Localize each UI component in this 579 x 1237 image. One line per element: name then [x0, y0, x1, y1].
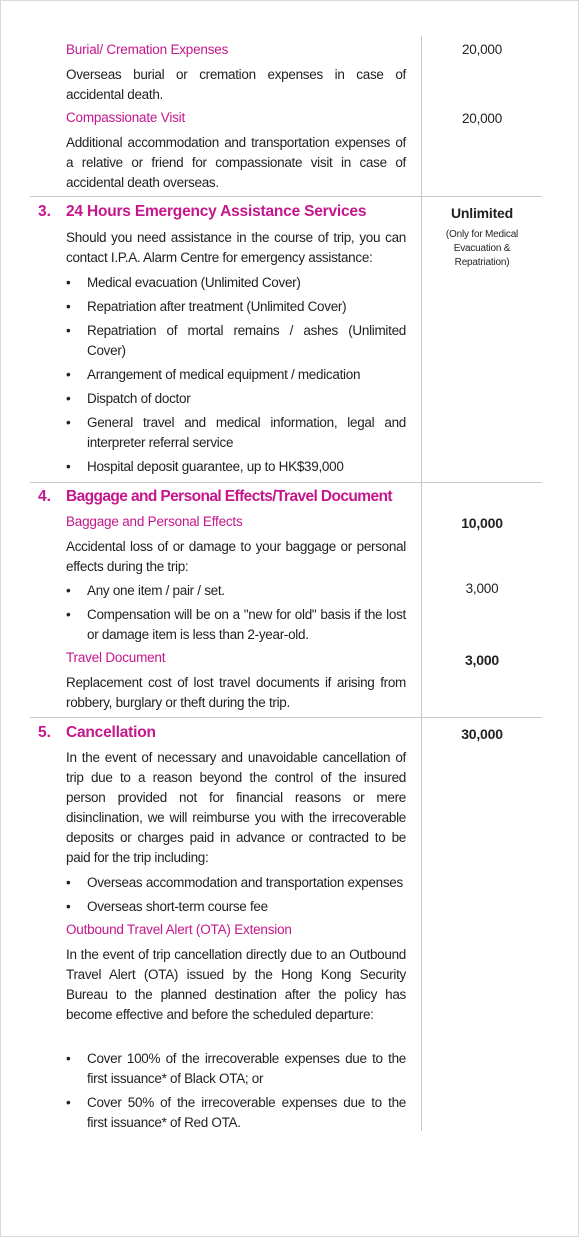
- travel-document-amount: 3,000: [464, 652, 500, 668]
- burial-title: Burial/ Cremation Expenses: [66, 42, 229, 57]
- list-item: • Any one item / pair / set.: [66, 583, 225, 598]
- list-item: • Hospital deposit guarantee, up to HK$39,000: [66, 459, 344, 474]
- ota-title: Outbound Travel Alert (OTA) Extension: [66, 922, 292, 937]
- row-divider: [30, 196, 542, 197]
- baggage-description: Accidental loss of or damage to your baggage or personal effects during the trip:: [66, 539, 406, 574]
- list-item: • General travel and medical information, legal and interpreter referral service: [66, 415, 406, 450]
- list-item: • Medical evacuation (Unlimited Cover): [66, 275, 301, 290]
- list-item: • Arrangement of medical equipment / medication: [66, 367, 361, 382]
- compassionate-amount: 20,000: [461, 111, 503, 126]
- section-3-title: 24 Hours Emergency Assistance Services: [66, 203, 367, 220]
- list-item: • Repatriation of mortal remains / ashes (Unlimited Cover): [66, 323, 406, 358]
- row-divider: [30, 482, 542, 483]
- row-divider: [30, 717, 542, 718]
- section-5-title: Cancellation: [66, 724, 156, 741]
- section-3-amount: Unlimited: [451, 205, 513, 221]
- cancellation-description: In the event of necessary and unavoidable cancellation of trip due to a reason beyond the control of the insured person provided not for financial reasons or mere disinclination, we will reimburse you with the irrecoverable deposits or charges paid in advance or contracted to be paid for the trip including:: [66, 750, 406, 865]
- list-item: • Repatriation after treatment (Unlimited Cover): [66, 299, 347, 314]
- travel-document-description: Replacement cost of lost travel documents if arising from robbery, burglary or theft during the trip.: [66, 675, 406, 710]
- section-4-number: 4.: [38, 488, 51, 505]
- list-item: • Overseas accommodation and transportation expenses: [66, 875, 403, 890]
- section-5-amount: 30,000: [461, 726, 503, 742]
- section-3-number: 3.: [38, 203, 51, 220]
- ota-description: In the event of trip cancellation directly due to an Outbound Travel Alert (OTA) issued by the Hong Kong Security Bureau to the planned destination after the policy has become effective and before the scheduled departure:: [66, 947, 406, 1022]
- travel-document-title: Travel Document: [66, 650, 166, 665]
- baggage-amount: 10,000: [461, 515, 503, 531]
- item-amount: 3,000: [465, 581, 499, 596]
- section-3-intro: Should you need assistance in the course of trip, you can contact I.P.A. Alarm Centre for emergency assistance:: [66, 230, 406, 265]
- list-item: • Cover 50% of the irrecoverable expenses due to the first issuance* of Red OTA.: [66, 1095, 406, 1130]
- burial-description: Overseas burial or cremation expenses in case of accidental death.: [66, 67, 406, 102]
- compassionate-title: Compassionate Visit: [66, 110, 186, 125]
- compassionate-description: Additional accommodation and transportation expenses of a relative or friend for compassionate visit in case of accidental death overseas.: [66, 135, 406, 190]
- section-4-title: Baggage and Personal Effects/Travel Document: [66, 488, 392, 505]
- list-item: • Dispatch of doctor: [66, 391, 191, 406]
- section-3-note: (Only for Medical Evacuation & Repatriation): [445, 229, 519, 268]
- list-item: • Cover 100% of the irrecoverable expenses due to the first issuance* of Black OTA; or: [66, 1051, 406, 1086]
- burial-amount: 20,000: [461, 42, 503, 57]
- list-item: • Compensation will be on a "new for old" basis if the lost or damage item is less than 2-year-old.: [66, 607, 406, 642]
- baggage-title: Baggage and Personal Effects: [66, 514, 243, 529]
- section-5-number: 5.: [38, 724, 51, 741]
- list-item: • Overseas short-term course fee: [66, 899, 268, 914]
